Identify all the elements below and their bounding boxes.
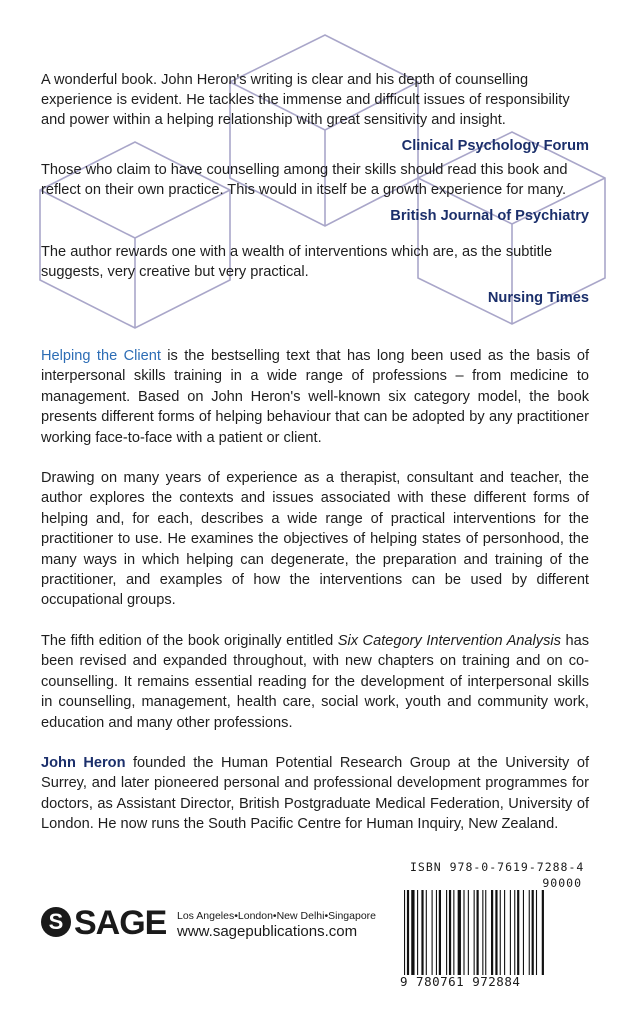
former-title: Six Category Intervention Analysis <box>337 632 561 649</box>
sage-logo-text: SAGE <box>74 904 167 942</box>
book-title: Helping the Client <box>41 348 161 364</box>
review-2 <box>41 160 589 226</box>
isbn-label: ISBN 978-0-7619-7288-4 <box>410 860 585 874</box>
review-source: Clinical Psychology Forum <box>401 138 589 154</box>
barcode-icon <box>402 890 588 975</box>
review-text: Those who claim to have counselling among their skills should read this book and reflect on their own practice. This would in itself be a growth experience for many. <box>41 162 568 198</box>
review-3 <box>41 242 589 308</box>
description-paragraph-3: The fifth edition of the book originally entitled Six Category Intervention Analysis has been revised and expanded throughout, with new chapters on training and on co-counselling. It remains essential reading for the development of interpersonal skills in counselling, management, health care, social work, youth and community work, education and many other professions. <box>41 632 589 731</box>
review-1 <box>41 70 589 156</box>
review-source: Nursing Times <box>487 290 589 306</box>
publisher-url: www.sagepublications.com <box>177 923 358 940</box>
price-code: 90000 <box>542 876 582 890</box>
barcode-block <box>398 860 594 990</box>
description-paragraph-2: Drawing on many years of experience as a therapist, consultant and teacher, the author explores the contexts and issues associated with these different forms of helping and, for each, describes a wide range of practical interventions for the practitioner to use. He examines the objectives of helping states of personhood, the many ways in which helping can degenerate, the preparation and training of the practitioner, and examples of how the interventions can be used by different occupational groups. <box>41 470 589 609</box>
description-paragraph-1: Helping the Client is the bestselling text that has long been used as the basis of interpersonal skills training in a wide range of professions – from medicine to management. Based on John Heron's well-known six category model, the book presents different forms of helping behaviour that can be adopted by any practitioner working face-to-face with a patient or client. <box>41 348 589 446</box>
sage-logo-icon: S <box>41 907 71 937</box>
isbn-digits: 9 780761 972884 <box>400 974 521 989</box>
publisher-cities: Los Angeles•London•New Delhi•Singapore <box>177 910 376 922</box>
author-name: John Heron <box>41 754 126 771</box>
review-text: A wonderful book. John Heron's writing is clear and his depth of counselling experience is evident. He tackles the immense and difficult issues of responsibility and power within a helping relationship with great sensitivity and insight. <box>41 72 570 128</box>
book-description <box>41 346 589 855</box>
publisher-block <box>41 905 401 945</box>
review-text: The author rewards one with a wealth of interventions which are, as the subtitle suggests, very creative but very practical. <box>41 244 553 280</box>
review-source: British Journal of Psychiatry <box>390 208 589 224</box>
author-bio: John Heron founded the Human Potential Research Group at the University of Surrey, and later pioneered personal and professional development programmes for doctors, as Assistant Director, British Postgraduate Medical Federation, University of London. He now runs the South Pacific Centre for Human Inquiry, New Zealand. <box>41 754 589 833</box>
